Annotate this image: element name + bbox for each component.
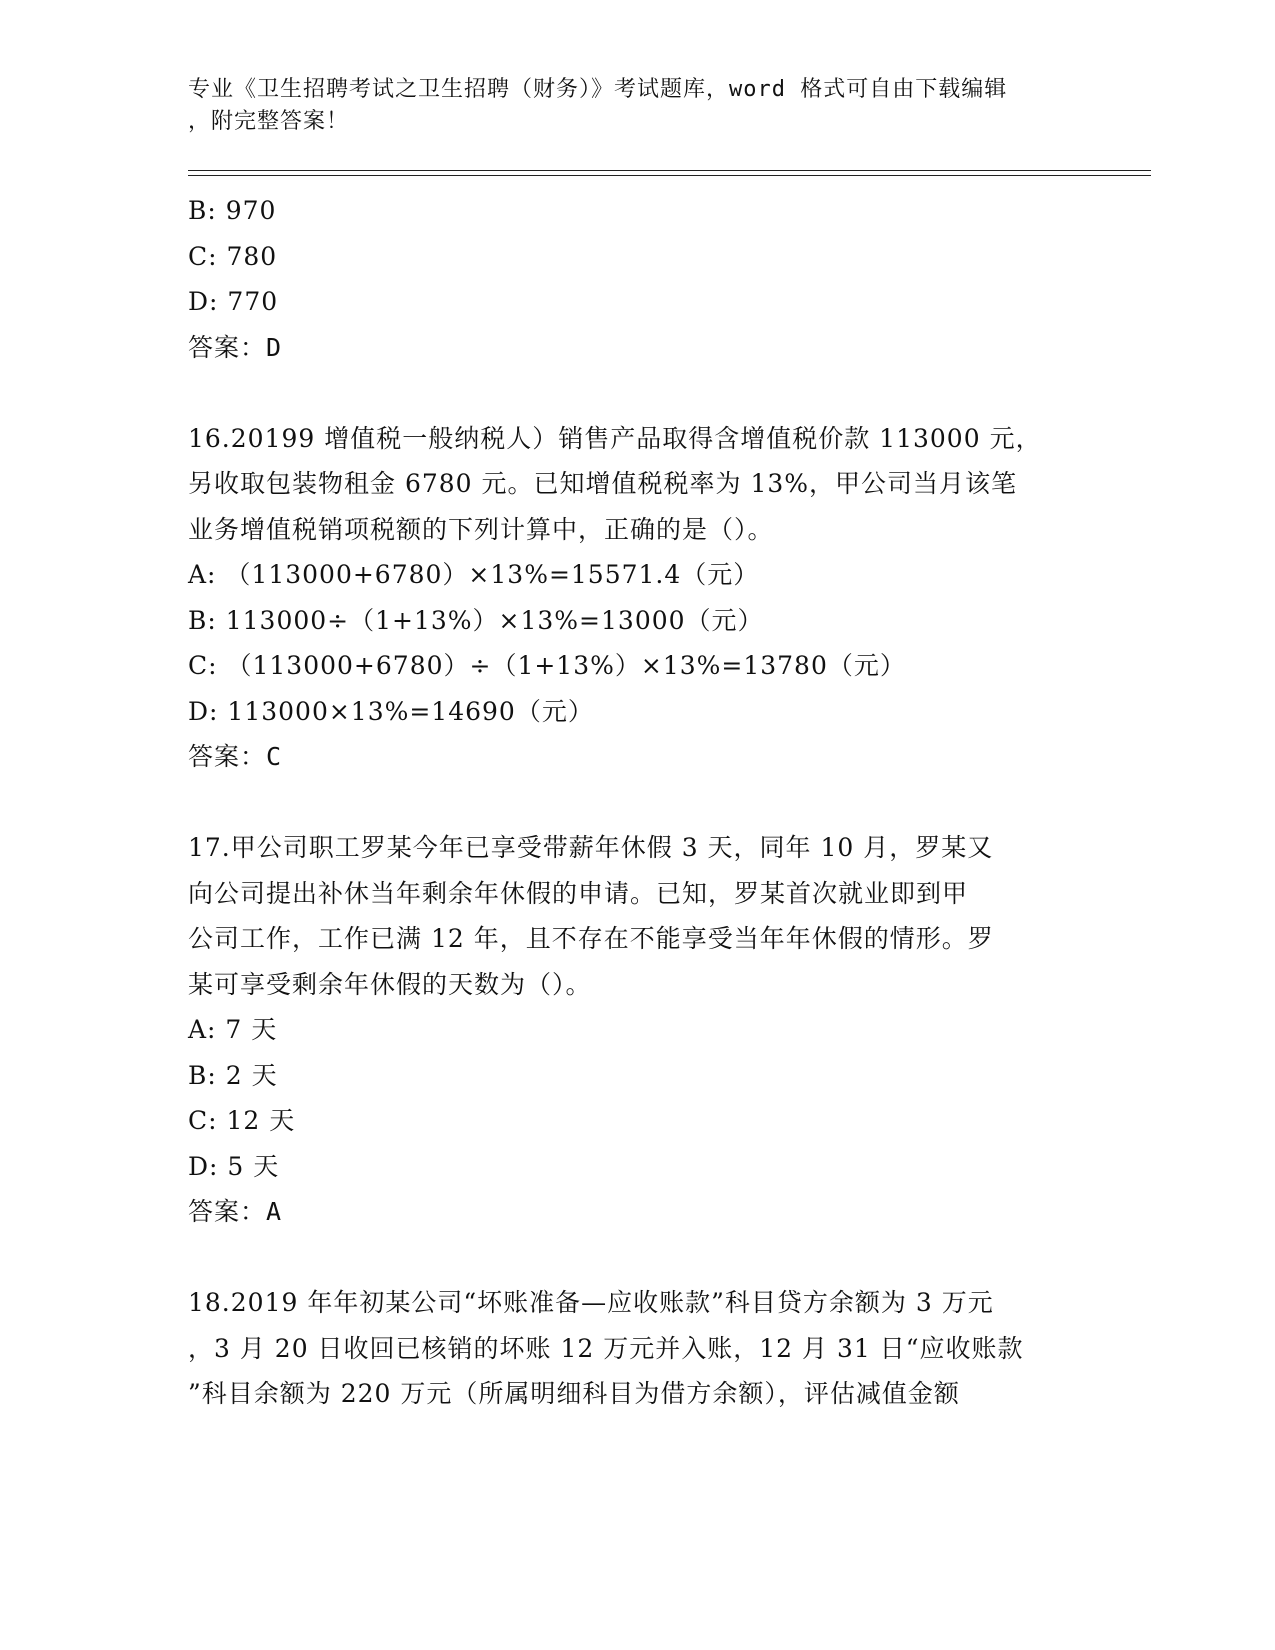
page-header xyxy=(188,74,1088,138)
answer-line: 答案：D xyxy=(188,332,283,362)
answer-line: 答案：A xyxy=(188,1197,283,1226)
question-stem-line: ”科目余额为 220 万元（所属明细科目为借方余额），评估减值金额 xyxy=(188,1379,960,1408)
option-c: C: 12 天 xyxy=(188,1106,296,1135)
option-a: A: 7 天 xyxy=(188,1015,278,1044)
question-stem-line: 16.20199 增值税一般纳税人）销售产品取得含增值税价款 113000 元， xyxy=(188,423,1042,453)
header-line-1: 专业《卫生招聘考试之卫生招聘（财务）》考试题库，word 格式可自由下载编辑 xyxy=(188,77,1008,102)
question-stem-line: 另收取包装物租金 6780 元。已知增值税税率为 13%，甲公司当月该笔 xyxy=(188,469,1018,498)
question-stem-line: 某可享受剩余年休假的天数为（）。 xyxy=(188,969,592,999)
question-list xyxy=(188,188,1088,1417)
question-stem-line: 公司工作，工作已满 12 年，且不存在不能享受当年年休假的情形。罗 xyxy=(188,924,994,953)
question-stem-line: 向公司提出补休当年剩余年休假的申请。已知，罗某首次就业即到甲 xyxy=(188,878,969,908)
question-stem-line: 18.2019 年年初某公司“坏账准备—应收账款”科目贷方余额为 3 万元 xyxy=(188,1288,994,1317)
option-b: B: 2 天 xyxy=(188,1060,278,1090)
option-c: C: （113000+6780）÷（1+13%）×13%=13780（元） xyxy=(188,651,906,680)
answer-line: 答案：C xyxy=(188,742,283,771)
question-stem-line: 业务增值税销项税额的下列计算中，正确的是（）。 xyxy=(188,514,774,544)
option-c: C: 780 xyxy=(188,241,278,271)
option-b: B: 113000÷（1+13%）×13%=13000（元） xyxy=(188,605,764,635)
question-17 xyxy=(188,825,1088,1235)
question-stem-line: ，3 月 20 日收回已核销的坏账 12 万元并入账，12 月 31 日“应收账款 xyxy=(188,1333,1024,1363)
header-line-2: ，附完整答案！ xyxy=(188,109,350,134)
option-d: D: 5 天 xyxy=(188,1151,280,1181)
question-18 xyxy=(188,1280,1088,1417)
question-stem-line: 17.甲公司职工罗某今年已享受带薪年休假 3 天，同年 10 月，罗某又 xyxy=(188,833,994,862)
question-16 xyxy=(188,416,1088,780)
option-d: D: 770 xyxy=(188,287,279,316)
option-d: D: 113000×13%=14690（元） xyxy=(188,696,594,726)
header-rule-bottom xyxy=(188,175,1151,176)
header-rule-top xyxy=(188,170,1151,171)
option-a: A: （113000+6780）×13%=15571.4（元） xyxy=(188,560,760,589)
question-15 xyxy=(188,188,1088,370)
option-b: B: 970 xyxy=(188,196,277,225)
